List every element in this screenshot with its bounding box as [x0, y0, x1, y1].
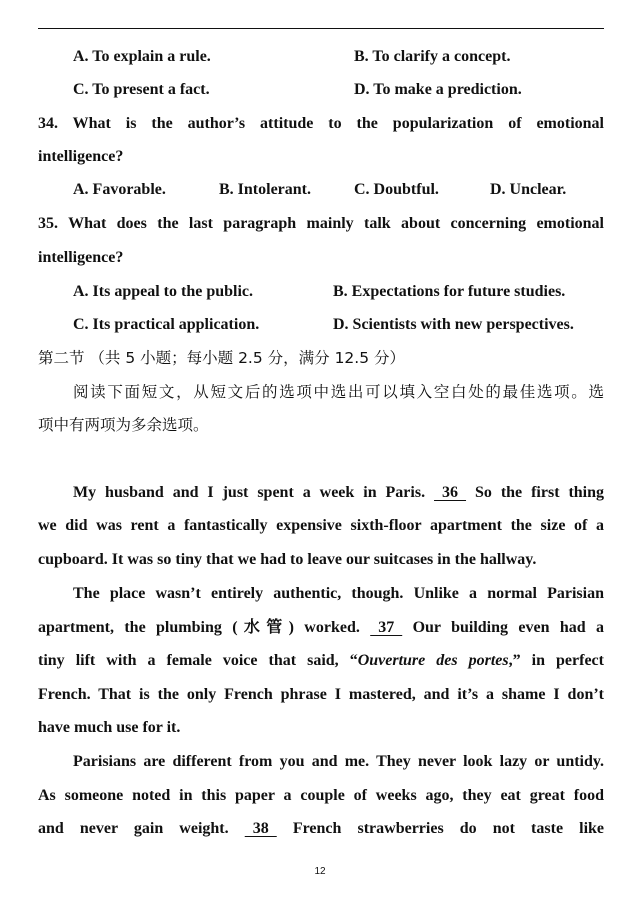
q33-option-d: D. To make a prediction.	[354, 81, 522, 98]
passage-p1-line-1	[73, 483, 604, 503]
q35-option-c: C. Its practical application.	[73, 316, 260, 333]
top-rule	[38, 28, 604, 29]
passage-p1-line-3: cupboard. It was so tiny that we had to leave our suitcases in the hallway.	[38, 551, 537, 568]
q34-option-c: C. Doubtful.	[354, 181, 439, 198]
passage-text: French strawberries do not taste like	[292, 820, 605, 837]
q34-option-b: B. Intolerant.	[219, 181, 311, 198]
q33-option-a: A. To explain a rule.	[73, 48, 211, 65]
q33-option-b: B. To clarify a concept.	[354, 48, 511, 65]
passage-text: ,” in perfect	[508, 652, 604, 669]
q34-stem-line-2: intelligence?	[38, 148, 124, 165]
passage-p2-line-5: have much use for it.	[38, 719, 181, 736]
q34-stem-line-1: 34. What is the author’s attitude to the popularization of emotional	[38, 115, 604, 132]
passage-p2-line-3	[38, 651, 604, 671]
section2-instruction-line-1: 阅读下面短文，从短文后的选项中选出可以填入空白处的最佳选项。选	[73, 383, 604, 401]
q33-option-c: C. To present a fact.	[73, 81, 210, 98]
blank-38: 38	[244, 820, 277, 837]
passage-p1-line-2: we did was rent a fantastically expensive sixth-floor apartment the size of a	[38, 517, 604, 534]
passage-text: So the first thing	[474, 484, 605, 501]
passage-p2-line-4: French. That is the only French phrase I mastered, and it’s a shame I don’t	[38, 686, 604, 703]
passage-text: and never gain weight.	[38, 820, 229, 837]
section2-instruction-line-2: 项中有两项为多余选项。	[38, 416, 209, 434]
passage-text: apartment, the plumbing (水管) worked.	[38, 619, 360, 636]
passage-p3-line-2: As someone noted in this paper a couple of weeks ago, they eat great food	[38, 787, 604, 804]
q34-option-a: A. Favorable.	[73, 181, 166, 198]
blank-37: 37	[370, 619, 403, 636]
q34-option-d: D. Unclear.	[490, 181, 567, 198]
page-number: 12	[314, 866, 326, 877]
passage-text: My husband and I just spent a week in Paris.	[73, 484, 426, 501]
passage-text: tiny lift with a female voice that said, “	[38, 652, 358, 669]
passage-p2-line-2	[38, 618, 604, 638]
passage-p3-line-3	[38, 819, 604, 839]
q35-stem-line-2: intelligence?	[38, 249, 124, 266]
blank-36: 36	[434, 484, 467, 501]
passage-p3-line-1: Parisians are different from you and me. They never look lazy or untidy.	[73, 753, 604, 770]
passage-p2-line-1: The place wasn’t entirely authentic, though. Unlike a normal Parisian	[73, 585, 604, 602]
passage-french-phrase: Ouverture des portes	[357, 652, 509, 669]
q35-option-a: A. Its appeal to the public.	[73, 283, 254, 300]
q35-option-d: D. Scientists with new perspectives.	[333, 316, 574, 333]
section2-heading: 第二节 （共 5 小题；每小题 2.5 分，满分 12.5 分）	[38, 349, 406, 367]
passage-text: Our building even had a	[412, 619, 604, 636]
q35-stem-line-1: 35. What does the last paragraph mainly talk about concerning emotional	[38, 215, 604, 232]
q35-option-b: B. Expectations for future studies.	[333, 283, 566, 300]
